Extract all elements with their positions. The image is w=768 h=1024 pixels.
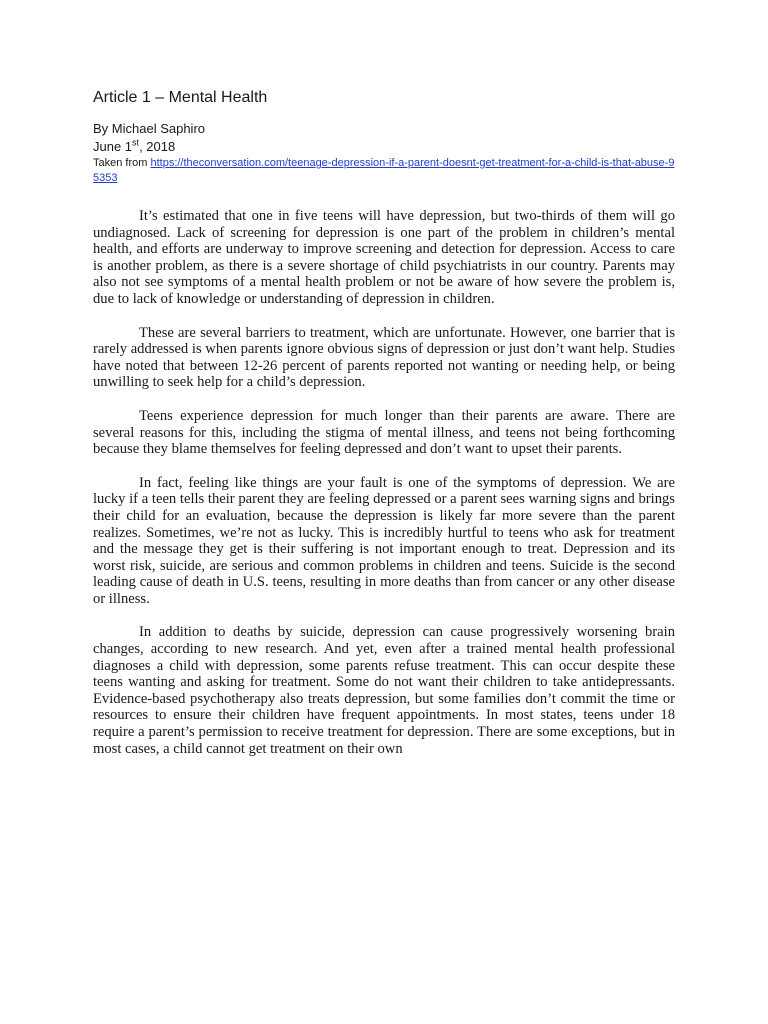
body-paragraph-3: Teens experience depression for much longer than their parents are aware. There are several reasons for this, including the stigma of mental illness, and teens not being forthcoming because they blame themselves for feeling depressed and don’t want to upset their parents.	[93, 407, 675, 458]
body-paragraph-2: These are several barriers to treatment, which are unfortunate. However, one barrier that is rarely addressed is when parents ignore obvious signs of depression or just don’t want help. Studies have noted that between 12-26 percent of parents reported not wanting or needing help, or being unwilling to seek help for a child’s depression.	[93, 324, 675, 391]
document-page	[93, 88, 675, 774]
source-line	[93, 156, 675, 186]
source-prefix: Taken from	[93, 157, 151, 169]
author-line: By Michael Saphiro	[93, 121, 205, 136]
source-link[interactable]: https://theconversation.com/teenage-depression-if-a-parent-doesnt-get-treatment-for-a-child-is-that-abuse-95353	[93, 157, 675, 184]
body-paragraph-4: In fact, feeling like things are your fault is one of the symptoms of depression. We are lucky if a teen tells their parent they are feeling depressed or a parent sees warning signs and brings their child for an evaluation, because the depression is likely far more severe than the parent realizes. Sometimes, we’re not as lucky. This is incredibly hurtful to teens who ask for treatment and the message they get is their suffering is not important enough to treat. Depression and its worst risk, suicide, are serious and common problems in children and teens. Suicide is the second leading cause of death in U.S. teens, resulting in more deaths than from cancer or any other disease or illness.	[93, 474, 675, 607]
body-paragraph-1: It’s estimated that one in five teens will have depression, but two-thirds of them will go undiagnosed. Lack of screening for depression is one part of the problem in children’s mental health, and efforts are underway to improve screening and detection for depression. Access to care is another problem, as there is a severe shortage of child psychiatrists in our country. Parents may also not see symptoms of a mental health problem or not be aware of how severe the problem is, due to lack of knowledge or understanding of depression in children.	[93, 208, 675, 307]
date-line	[93, 138, 675, 156]
body-paragraph-5: In addition to deaths by suicide, depression can cause progressively worsening brain changes, according to new research. And yet, even after a trained mental health professional diagnoses a child with depression, some parents refuse treatment. This can occur despite these teens wanting and asking for treatment. Some do not want their children to take antidepressants. Evidence-based psychotherapy also treats depression, but some families don’t commit the time or resources to ensure their children have frequent appointments. In most states, teens under 18 require a parent’s permission to receive treatment for depression. There are some exceptions, but in most cases, a child cannot get treatment on their own	[93, 624, 675, 757]
date-suffix: st	[132, 137, 140, 148]
article-title: Article 1 – Mental Health	[93, 89, 268, 106]
date-prefix: June 1	[93, 139, 133, 154]
date-year: , 2018	[139, 139, 176, 154]
article-body	[93, 208, 675, 757]
